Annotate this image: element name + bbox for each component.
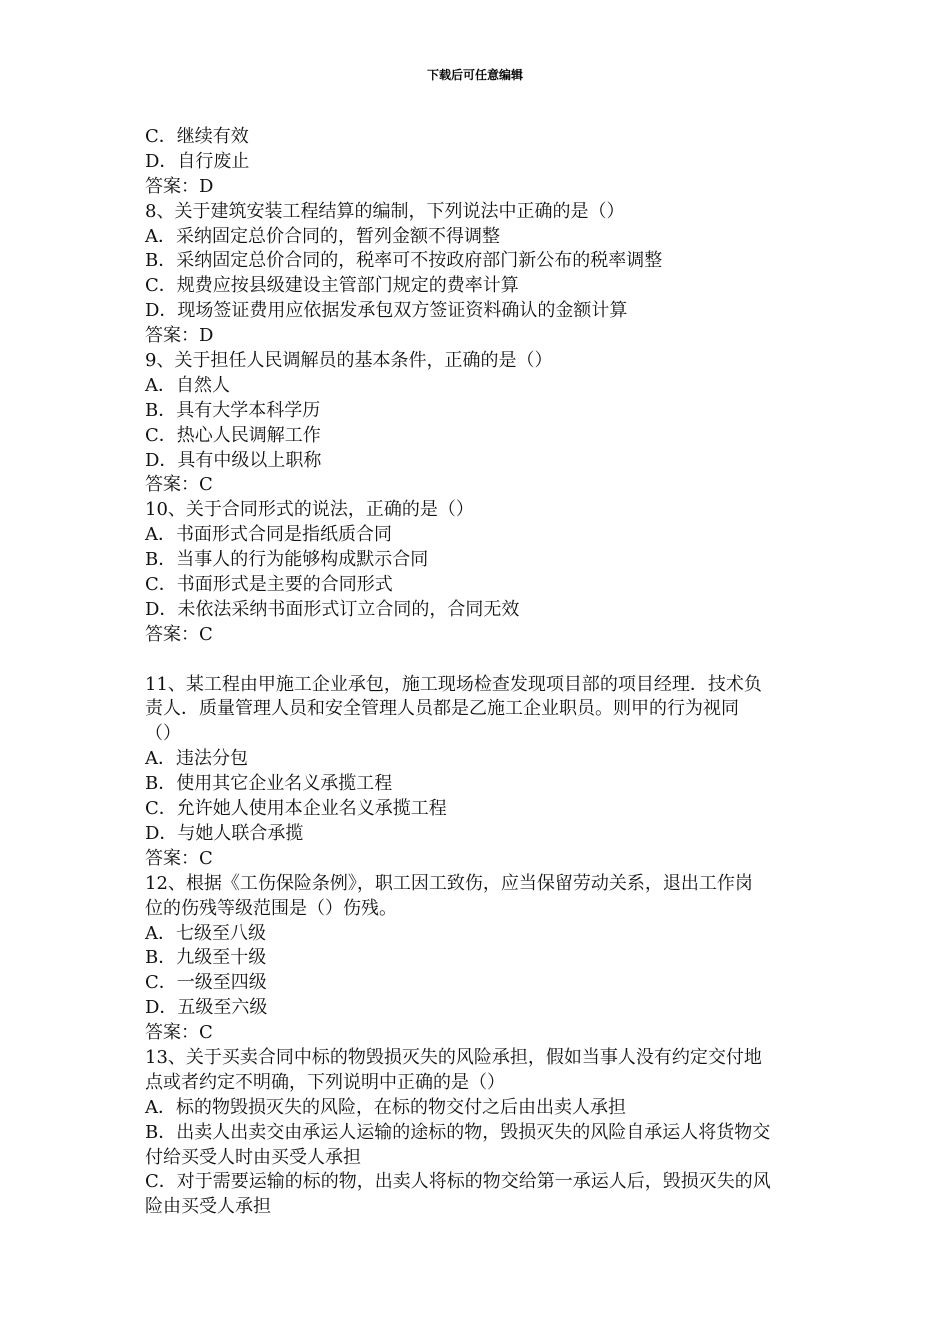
text-line: B．采纳固定总价合同的，税率可不按政府部门新公布的税率调整	[145, 250, 663, 272]
text-line: A．违法分包	[145, 748, 248, 770]
page-header: 下载后可任意编辑	[426, 68, 523, 82]
text-line: C．继续有效	[145, 126, 249, 147]
text-line: 答案：C	[145, 847, 213, 869]
text-line: C．书面形式是主要的合同形式	[145, 574, 393, 596]
text-line: A．采纳固定总价合同的，暂列金额不得调整	[145, 225, 500, 247]
text-line: D．未依法采纳书面形式订立合同的，合同无效	[145, 598, 520, 620]
blank-line	[145, 648, 810, 673]
text-line: 答案：C	[145, 1022, 213, 1044]
text-line: D．五级至六级	[145, 997, 268, 1019]
text-line: 险由买受人承担	[145, 1196, 271, 1218]
text-line: 责人．质量管理人员和安全管理人员都是乙施工企业职员。则甲的行为视同	[145, 698, 739, 720]
text-line: 点或者约定不明确，下列说明中正确的是（）	[145, 1071, 505, 1093]
text-line: 付给买受人时由买受人承担	[145, 1146, 361, 1168]
text-line: C．热心人民调解工作	[145, 424, 321, 446]
text-line: 11、某工程由甲施工企业承包，施工现场检查发现项目部的项目经理．技术负	[145, 673, 762, 695]
text-line: B．使用其它企业名义承揽工程	[145, 773, 393, 795]
text-line: （）	[145, 723, 181, 745]
text-line: 13、关于买卖合同中标的物毁损灭失的风险承担，假如当事人没有约定交付地	[145, 1046, 762, 1068]
text-line: 9、关于担任人民调解员的基本条件，正确的是（）	[145, 350, 553, 372]
document-body	[145, 125, 810, 1220]
text-line: A．书面形式合同是指纸质合同	[145, 524, 392, 546]
text-line: A．标的物毁损灭失的风险，在标的物交付之后由出卖人承担	[145, 1096, 626, 1118]
text-line: 答案：D	[145, 325, 214, 347]
text-line: D．自行废止	[145, 150, 250, 172]
text-line: B．具有大学本科学历	[145, 399, 321, 421]
text-line: 12、根据《工伤保险条例》，职工因工致伤，应当保留劳动关系，退出工作岗	[145, 872, 753, 894]
text-line: 10、关于合同形式的说法，正确的是（）	[145, 499, 474, 521]
text-line: B．九级至十级	[145, 947, 267, 969]
text-line: B．出卖人出卖交由承运人运输的途标的物，毁损灭失的风险自承运人将货物交	[145, 1121, 771, 1143]
text-line: C．允许她人使用本企业名义承揽工程	[145, 798, 447, 820]
text-line: 答案：C	[145, 623, 213, 645]
text-line: D．与她人联合承揽	[145, 822, 304, 844]
text-line: C．规费应按县级建设主管部门规定的费率计算	[145, 275, 519, 297]
text-line: 答案：C	[145, 474, 213, 496]
text-line: B．当事人的行为能够构成默示合同	[145, 549, 429, 571]
text-line: D．现场签证费用应依据发承包双方签证资料确认的金额计算	[145, 300, 628, 322]
text-line: C．对于需要运输的标的物，出卖人将标的物交给第一承运人后，毁损灭失的风	[145, 1171, 771, 1193]
text-line: C．一级至四级	[145, 972, 267, 994]
text-line: A．自然人	[145, 374, 230, 396]
text-line: A．七级至八级	[145, 922, 266, 944]
text-line: D．具有中级以上职称	[145, 449, 322, 471]
text-line: 答案：D	[145, 175, 214, 197]
text-line: 位的伤残等级范围是（）伤残。	[145, 897, 397, 919]
text-line: 8、关于建筑安装工程结算的编制，下列说法中正确的是（）	[145, 200, 625, 222]
